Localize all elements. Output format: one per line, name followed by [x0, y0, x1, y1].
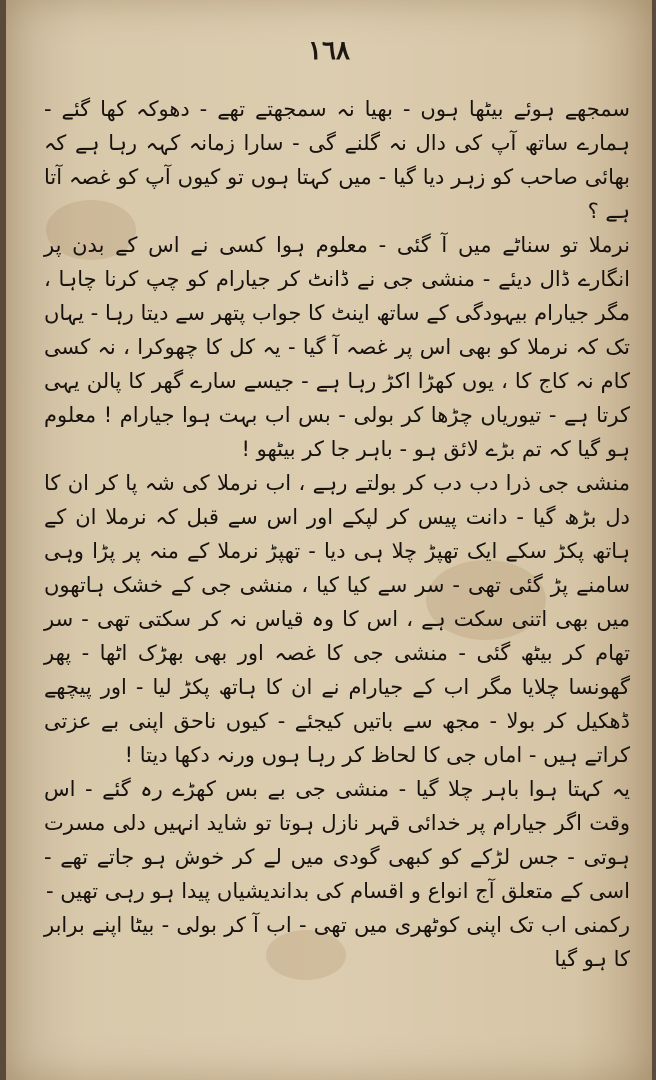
paragraph: منشی جی ذرا دب دب کر بولتے رہے ، اب نرملا کی شہ پا کر ان کا دل بڑھ گیا - دانت پیس کر لپکے اور اس سے قبل کہ نرملا ان کے ہاتھ پکڑ سکے ایک تھپڑ چلا ہی دیا - تھپڑ نرملا کے منہ پر پڑا وہی سامنے پڑ گئی تھی - سر سے کیا کیا ، منشی جی کے خشک ہاتھوں میں بھی اتنی سکت ہے ، اس کا وہ قیاس نہ کر سکتی تھی - سر تھام کر بیٹھ گئی - منشی جی کا غصہ اور بھی بھڑک اٹھا - پھر گھونسا چلایا مگر اب کے جیارام نے ان کا ہاتھ پکڑ لیا - اور پیچھے ڈھکیل کر بولا - مجھ سے باتیں کیجئے - کیوں ناحق اپنی بے عزتی کراتے ہیں - اماں جی کا لحاظ کر رہا ہوں ورنہ دکھا دیتا !	[44, 471, 630, 767]
book-page	[6, 0, 652, 1080]
paragraph: یہ کہتا ہوا باہر چلا گیا - منشی جی بے بس کھڑے رہ گئے - اس وقت اگر جیارام پر خدائی قہر نازل ہوتا تو شاید انہیں دلی مسرت ہوتی - جس لڑکے کو کبھی گودی میں لے کر خوش ہو جاتے تھے - اسی کے متعلق آج انواع و اقسام کی بداندیشیاں پیدا ہو رہی تھیں -	[44, 777, 630, 903]
page-number: ١٦٨	[308, 36, 350, 66]
paragraph: سمجھے ہوئے بیٹھا ہوں - بھیا نہ سمجھتے تھے - دھوکہ کھا گئے - ہمارے ساتھ آپ کی دال نہ گلنے گی - سارا زمانہ کہہ رہا ہے کہ بھائی صاحب کو زہر دیا گیا - میں کہتا ہوں تو کیوں آپ کو غصہ آتا ہے ؟	[44, 97, 630, 223]
paragraph: نرملا تو سناٹے میں آ گئی - معلوم ہوا کسی نے اس کے بدن پر انگارے ڈال دیئے - منشی جی نے ڈانٹ کر جیارام کو چپ کرنا چاہا ، مگر جیارام بیہودگی کے ساتھ اینٹ کا جواب پتھر سے دیتا رہا - یہاں تک کہ نرملا کو بھی اس پر غصہ آ گیا - یہ کل کا چھوکرا ، نہ کسی کام نہ کاج کا ، یوں کھڑا اکڑ رہا ہے - جیسے سارے گھر کا پالن یہی کرتا ہے - تیوریاں چڑھا کر بولی - بس اب بہت ہوا جیارام ! معلوم ہو گیا کہ تم بڑے لائق ہو - باہر جا کر بیٹھو !	[44, 233, 630, 461]
paragraph: رکمنی اب تک اپنی کوٹھری میں تھی - اب آ کر بولی - بیٹا اپنے برابر کا ہو گیا	[44, 913, 630, 971]
body-text	[44, 92, 630, 976]
